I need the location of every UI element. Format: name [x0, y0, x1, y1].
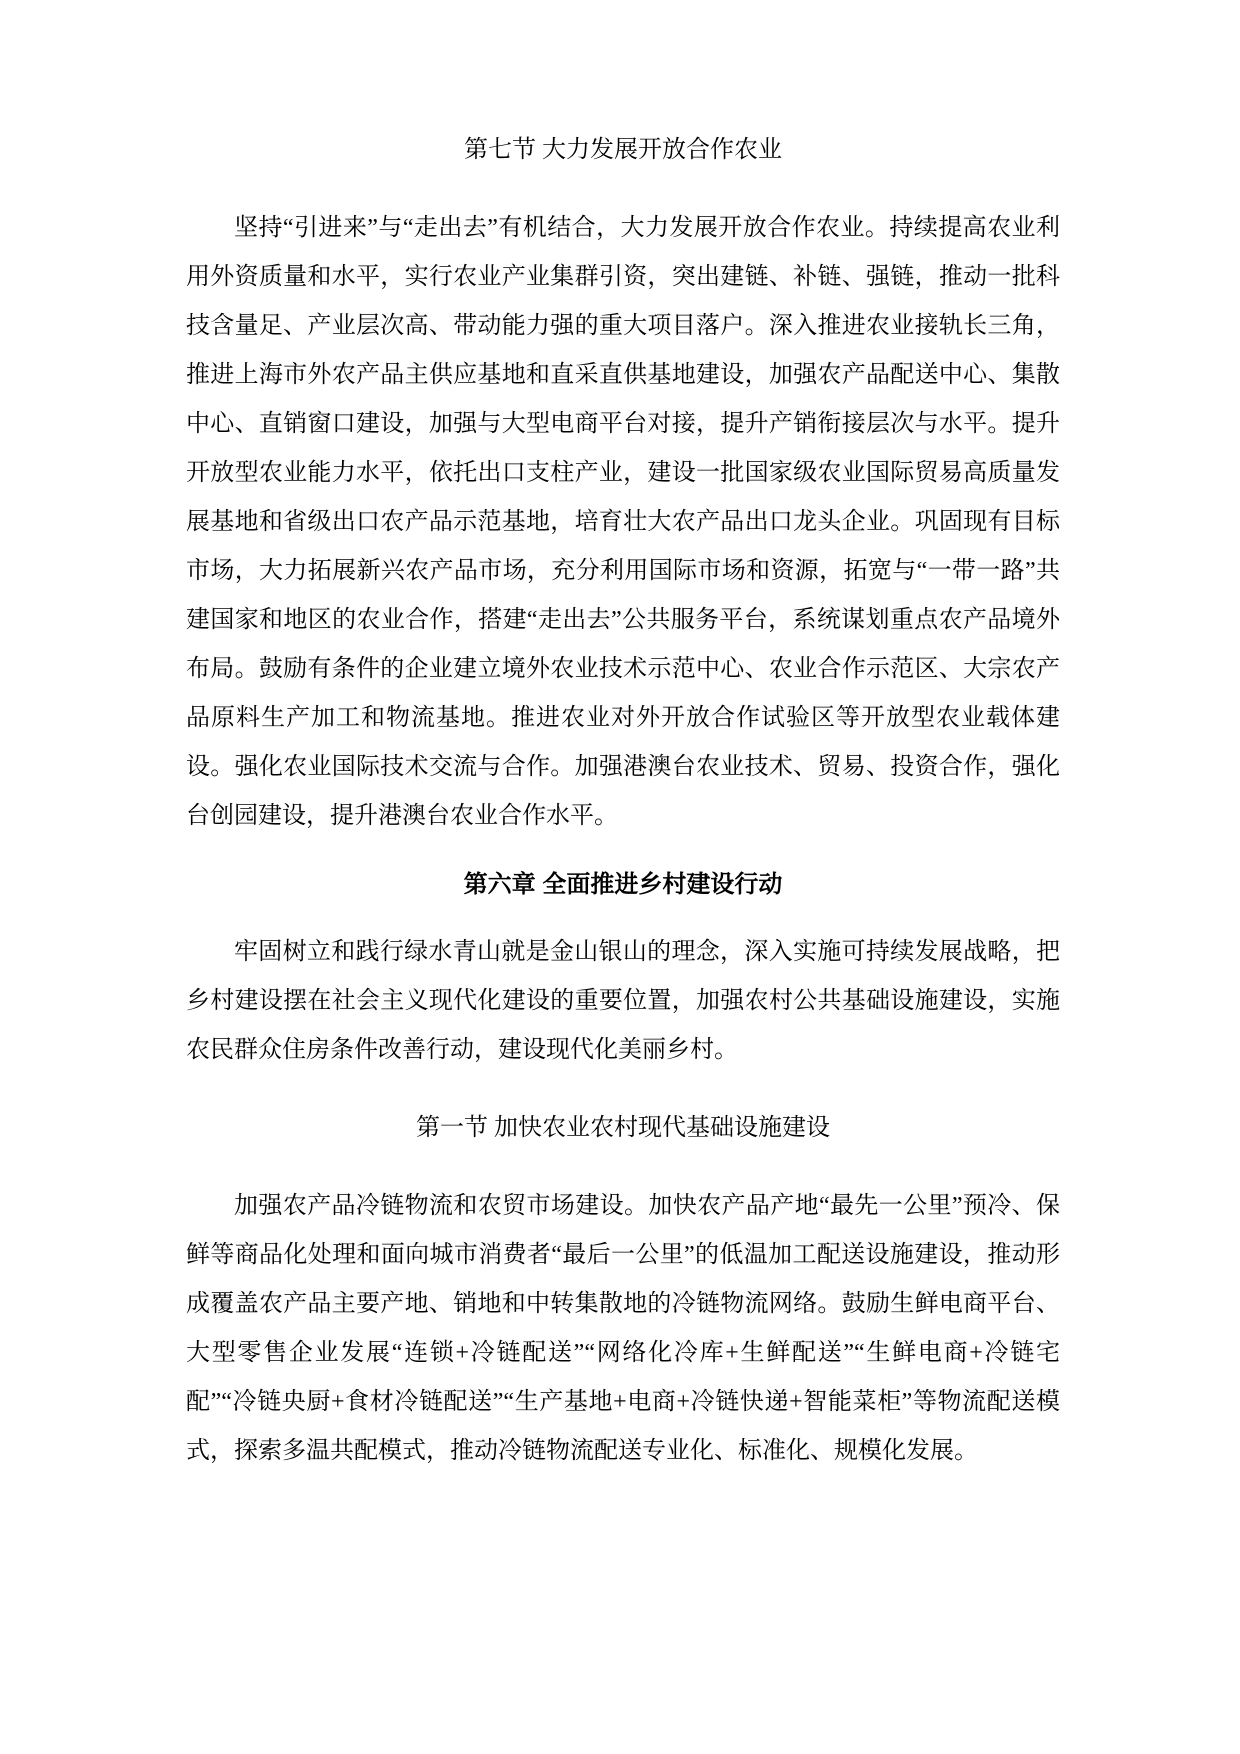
section-heading-1: 第一节 加快农业农村现代基础设施建设	[416, 1115, 830, 1141]
paragraph-open-cooperative-agriculture: 坚持“引进来”与“走出去”有机结合，大力发展开放合作农业。持续提高农业利用外资质量和水平，实行农业产业集群引资，突出建链、补链、强链，推动一批科技含量足、产业层次高、带动能力强的重大项目落户。深入推进农业接轨长三角，推进上海市外农产品主供应基地和直采直供基地建设，加强农产品配送中心、集散中心、直销窗口建设，加强与大型电商平台对接，提升产销衔接层次与水平。提升开放型农业能力水平，依托出口支柱产业，建设一批国家级农业国际贸易高质量发展基地和省级出口农产品示范基地，培育壮大农产品出口龙头企业。巩固现有目标市场，大力拓展新兴农产品市场，充分利用国际市场和资源，拓宽与“一带一路”共建国家和地区的农业合作，搭建“走出去”公共服务平台，系统谋划重点农产品境外布局。鼓励有条件的企业建立境外农业技术示范中心、农业合作示范区、大宗农产品原料生产加工和物流基地。推进农业对外开放合作试验区等开放型农业载体建设。强化农业国际技术交流与合作。加强港澳台农业技术、贸易、投资合作，强化台创园建设，提升港澳台农业合作水平。	[186, 215, 1060, 829]
section-heading-7: 第七节 大力发展开放合作农业	[464, 137, 782, 163]
paragraph-rural-construction: 牢固树立和践行绿水青山就是金山银山的理念，深入实施可持续发展战略，把乡村建设摆在社会主义现代化建设的重要位置，加强农村公共基础设施建设，实施农民群众住房条件改善行动，建设现代化美丽乡村。	[186, 939, 1060, 1063]
paragraph-cold-chain-logistics: 加强农产品冷链物流和农贸市场建设。加快农产品产地“最先一公里”预冷、保鲜等商品化处理和面向城市消费者“最后一公里”的低温加工配送设施建设，推动形成覆盖农产品主要产地、销地和中转集散地的冷链物流网络。鼓励生鲜电商平台、大型零售企业发展“连锁+冷链配送”“网络化冷库+生鲜配送”“生鲜电商+冷链宅配”“冷链央厨+食材冷链配送”“生产基地+电商+冷链快递+智能菜柜”等物流配送模式，探索多温共配模式，推动冷链物流配送专业化、标准化、规模化发展。	[186, 1193, 1060, 1464]
chapter-heading-6: 第六章 全面推进乡村建设行动	[463, 871, 783, 898]
